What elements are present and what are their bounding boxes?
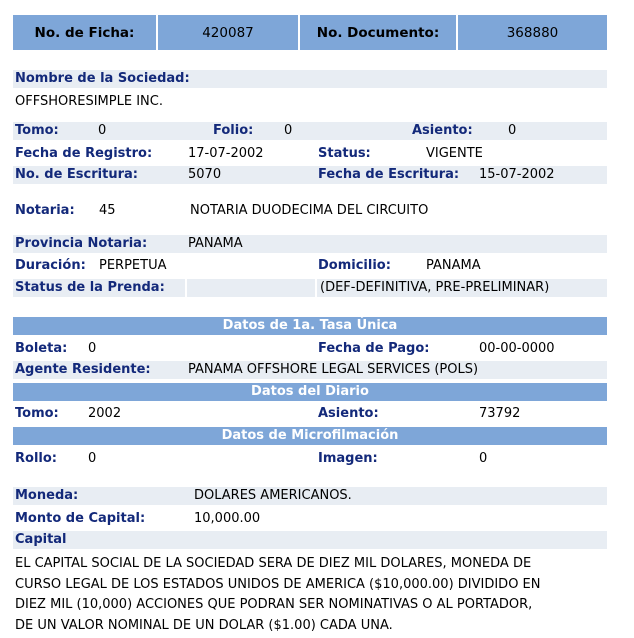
asiento-value: 0 [508,123,517,138]
escritura-label: No. de Escritura: [15,167,138,182]
boleta-label: Boleta: [15,341,68,356]
boleta-value: 0 [88,341,97,356]
capital-line: DE UN VALOR NOMINAL DE UN DOLAR ($1.00) CADA UNA. [15,617,393,633]
duracion-label: Duración: [15,258,86,273]
documento-value: 368880 [458,15,607,50]
escritura-value: 5070 [188,167,222,182]
capital-band [13,531,607,549]
moneda-value: DOLARES AMERICANOS. [194,488,352,503]
imagen-label: Imagen: [318,451,378,466]
fecha-escritura-value: 15-07-2002 [479,167,555,182]
capital-label: Capital [15,532,67,547]
monto-value: 10,000.00 [194,511,261,526]
notaria-label: Notaria: [15,203,75,218]
documento-label: No. Documento: [300,15,456,50]
diario-tomo-value: 2002 [88,406,122,421]
asiento-label: Asiento: [412,123,473,138]
rollo-value: 0 [88,451,97,466]
tasa-section-title: Datos de 1a. Tasa Única [13,317,607,335]
imagen-value: 0 [479,451,488,466]
micro-section-title: Datos de Microfilmación [13,427,607,445]
diario-section-title: Datos del Diario [13,383,607,401]
diario-tomo-label: Tomo: [15,406,59,421]
agente-label: Agente Residente: [15,362,151,377]
fecha-pago-label: Fecha de Pago: [318,341,430,356]
prenda-note: (DEF-DEFINITIVA, PRE-PRELIMINAR) [320,280,550,295]
capital-line: CURSO LEGAL DE LOS ESTADOS UNIDOS DE AMERICA ($10,000.00) DIVIDIDO EN [15,576,541,592]
moneda-label: Moneda: [15,488,79,503]
fecha-registro-value: 17-07-2002 [188,146,264,161]
diario-asiento-label: Asiento: [318,406,379,421]
notaria-number: 45 [99,203,116,218]
fecha-registro-label: Fecha de Registro: [15,146,153,161]
domicilio-label: Domicilio: [318,258,391,273]
capital-paragraph [15,554,575,636]
fecha-escritura-label: Fecha de Escritura: [318,167,460,182]
tomo-label: Tomo: [15,123,59,138]
monto-label: Monto de Capital: [15,511,146,526]
sociedad-label: Nombre de la Sociedad: [15,71,190,86]
capital-line: EL CAPITAL SOCIAL DE LA SOCIEDAD SERA DE DIEZ MIL DOLARES, MONEDA DE [15,556,532,571]
duracion-value: PERPETUA [99,258,167,273]
tomo-value: 0 [98,123,107,138]
provincia-label: Provincia Notaria: [15,236,148,251]
ficha-label: No. de Ficha: [13,15,156,50]
provincia-value: PANAMA [188,236,243,251]
folio-label: Folio: [213,123,254,138]
prenda-label: Status de la Prenda: [15,280,165,295]
sociedad-value: OFFSHORESIMPLE INC. [15,94,163,109]
capital-line: DIEZ MIL (10,000) ACCIONES QUE PODRAN SER NOMINATIVAS O AL PORTADOR, [15,597,533,612]
rollo-label: Rollo: [15,451,57,466]
status-label: Status: [318,146,371,161]
ficha-value: 420087 [158,15,298,50]
prenda-value-cell [187,279,315,297]
status-value: VIGENTE [426,146,483,161]
agente-value: PANAMA OFFSHORE LEGAL SERVICES (POLS) [188,362,479,377]
fecha-pago-value: 00-00-0000 [479,341,555,356]
notaria-value: NOTARIA DUODECIMA DEL CIRCUITO [190,203,429,218]
domicilio-value: PANAMA [426,258,481,273]
diario-asiento-value: 73792 [479,406,521,421]
folio-value: 0 [284,123,293,138]
